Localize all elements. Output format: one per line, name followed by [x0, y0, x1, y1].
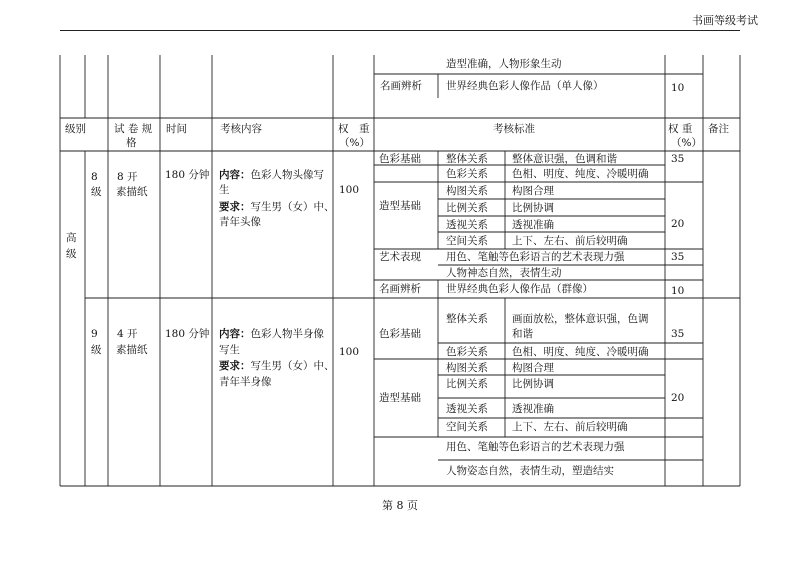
level8-unit: 级	[91, 186, 102, 198]
group-label-1: 高	[66, 232, 77, 244]
level8-r5-std: 透视准确	[512, 219, 554, 231]
level8-art-2: 人物神态自然，表情生动	[446, 267, 562, 279]
level9-w-shape: 20	[671, 392, 685, 404]
level8-req-2: 青年头像	[219, 216, 261, 228]
level9-r1-std-1: 画面放松，整体意识强，色调	[512, 313, 649, 325]
top-continued-text: 造型准确，人物形象生动	[446, 58, 562, 70]
level9-art-1: 用色、笔触等色彩语言的艺术表现力强	[446, 441, 625, 453]
level8-cat-color: 色彩基础	[379, 153, 421, 165]
level9-r3-std: 构图合理	[512, 362, 554, 374]
level8-cat-shape: 造型基础	[379, 200, 421, 212]
level9-weight: 100	[339, 346, 360, 358]
level9-cat-shape: 造型基础	[379, 392, 421, 404]
level8-r1-item: 整体关系	[446, 153, 488, 165]
top-mh-label: 名画辨析	[380, 80, 422, 92]
level9-req-1: 要求：写生男（女）中、	[219, 360, 335, 372]
col-standard: 考核标准	[493, 123, 535, 135]
level9-r5-std: 透视准确	[512, 403, 554, 415]
col-weight-2: （%）	[339, 137, 370, 149]
level9-r6-item: 空间关系	[446, 421, 488, 433]
level9-r4-std: 比例协调	[512, 378, 554, 390]
level9-num: 9	[91, 328, 98, 340]
level9-art-2: 人物姿态自然，表情生动，塑造结实	[446, 465, 614, 477]
level8-time: 180 分钟	[165, 169, 210, 181]
level9-unit: 级	[91, 344, 102, 356]
level9-cat-color: 色彩基础	[379, 328, 421, 340]
level8-cat-mh: 名画辨析	[379, 283, 421, 295]
col-spec-1: 试 卷 规	[114, 123, 153, 135]
level9-content-1: 内容：色彩人物半身像	[219, 328, 324, 340]
level8-content-2: 生	[219, 184, 230, 196]
level9-spec-2: 素描纸	[116, 344, 148, 356]
level8-mh-text: 世界经典色彩人像作品（群像）	[446, 283, 593, 295]
level9-r1-std-2: 和谐	[512, 328, 533, 340]
level8-spec-1: 8 开	[117, 171, 138, 183]
level8-w-art: 35	[671, 251, 685, 263]
level9-r1-item: 整体关系	[446, 313, 488, 325]
level8-spec-2: 素描纸	[116, 186, 148, 198]
page-number: 第 8 页	[382, 499, 418, 512]
col-content: 考核内容	[220, 123, 262, 135]
level8-r6-std: 上下、左右、前后较明确	[512, 235, 628, 247]
level8-r6-item: 空间关系	[446, 235, 488, 247]
top-mh-text: 世界经典色彩人像作品（单人像）	[446, 80, 604, 92]
level8-r2-std: 色相、明度、纯度、冷暖明确	[512, 168, 649, 180]
level9-r5-item: 透视关系	[446, 403, 488, 415]
level9-r3-item: 构图关系	[446, 362, 488, 374]
level8-w-mh: 10	[671, 285, 685, 297]
header-title: 书画等级考试	[692, 14, 758, 27]
level8-req-1: 要求：写生男（女）中、	[219, 201, 335, 213]
col-time: 时间	[166, 123, 187, 135]
level8-r2-item: 色彩关系	[446, 168, 488, 180]
level9-r2-item: 色彩关系	[446, 346, 488, 358]
level8-art-1: 用色、笔触等色彩语言的艺术表现力强	[446, 251, 625, 263]
level9-r2-std: 色相、明度、纯度、冷暖明确	[512, 346, 649, 358]
level9-content-2: 写生	[219, 344, 240, 356]
level8-r4-std: 比例协调	[512, 202, 554, 214]
level8-w-shape: 20	[671, 218, 685, 230]
level8-weight: 100	[339, 184, 360, 196]
col-note: 备注	[708, 123, 729, 135]
col-level: 级别	[65, 123, 86, 135]
level8-r4-item: 比例关系	[446, 202, 488, 214]
level8-r1-std: 整体意识强，色调和谐	[512, 153, 617, 165]
level9-r6-std: 上下、左右、前后较明确	[512, 421, 628, 433]
col-weight-3: 权 重	[668, 123, 693, 135]
level8-r3-std: 构图合理	[512, 185, 554, 197]
level9-r4-item: 比例关系	[446, 378, 488, 390]
top-mh-weight: 10	[671, 82, 685, 94]
group-label-2: 级	[66, 248, 77, 260]
col-spec-2: 格	[126, 137, 137, 149]
level8-cat-art: 艺术表现	[379, 251, 421, 263]
col-weight-4: （%）	[671, 137, 702, 149]
col-weight-1: 权 重	[338, 123, 370, 135]
level8-num: 8	[91, 171, 98, 183]
level9-time: 180 分钟	[165, 328, 210, 340]
level9-spec-1: 4 开	[117, 328, 138, 340]
level9-w-color: 35	[671, 328, 685, 340]
level8-r3-item: 构图关系	[446, 185, 488, 197]
level8-content-1: 内容：色彩人物头像写	[219, 169, 324, 181]
level8-w-color: 35	[671, 153, 685, 165]
level9-req-2: 青年半身像	[219, 376, 272, 388]
level8-r5-item: 透视关系	[446, 219, 488, 231]
